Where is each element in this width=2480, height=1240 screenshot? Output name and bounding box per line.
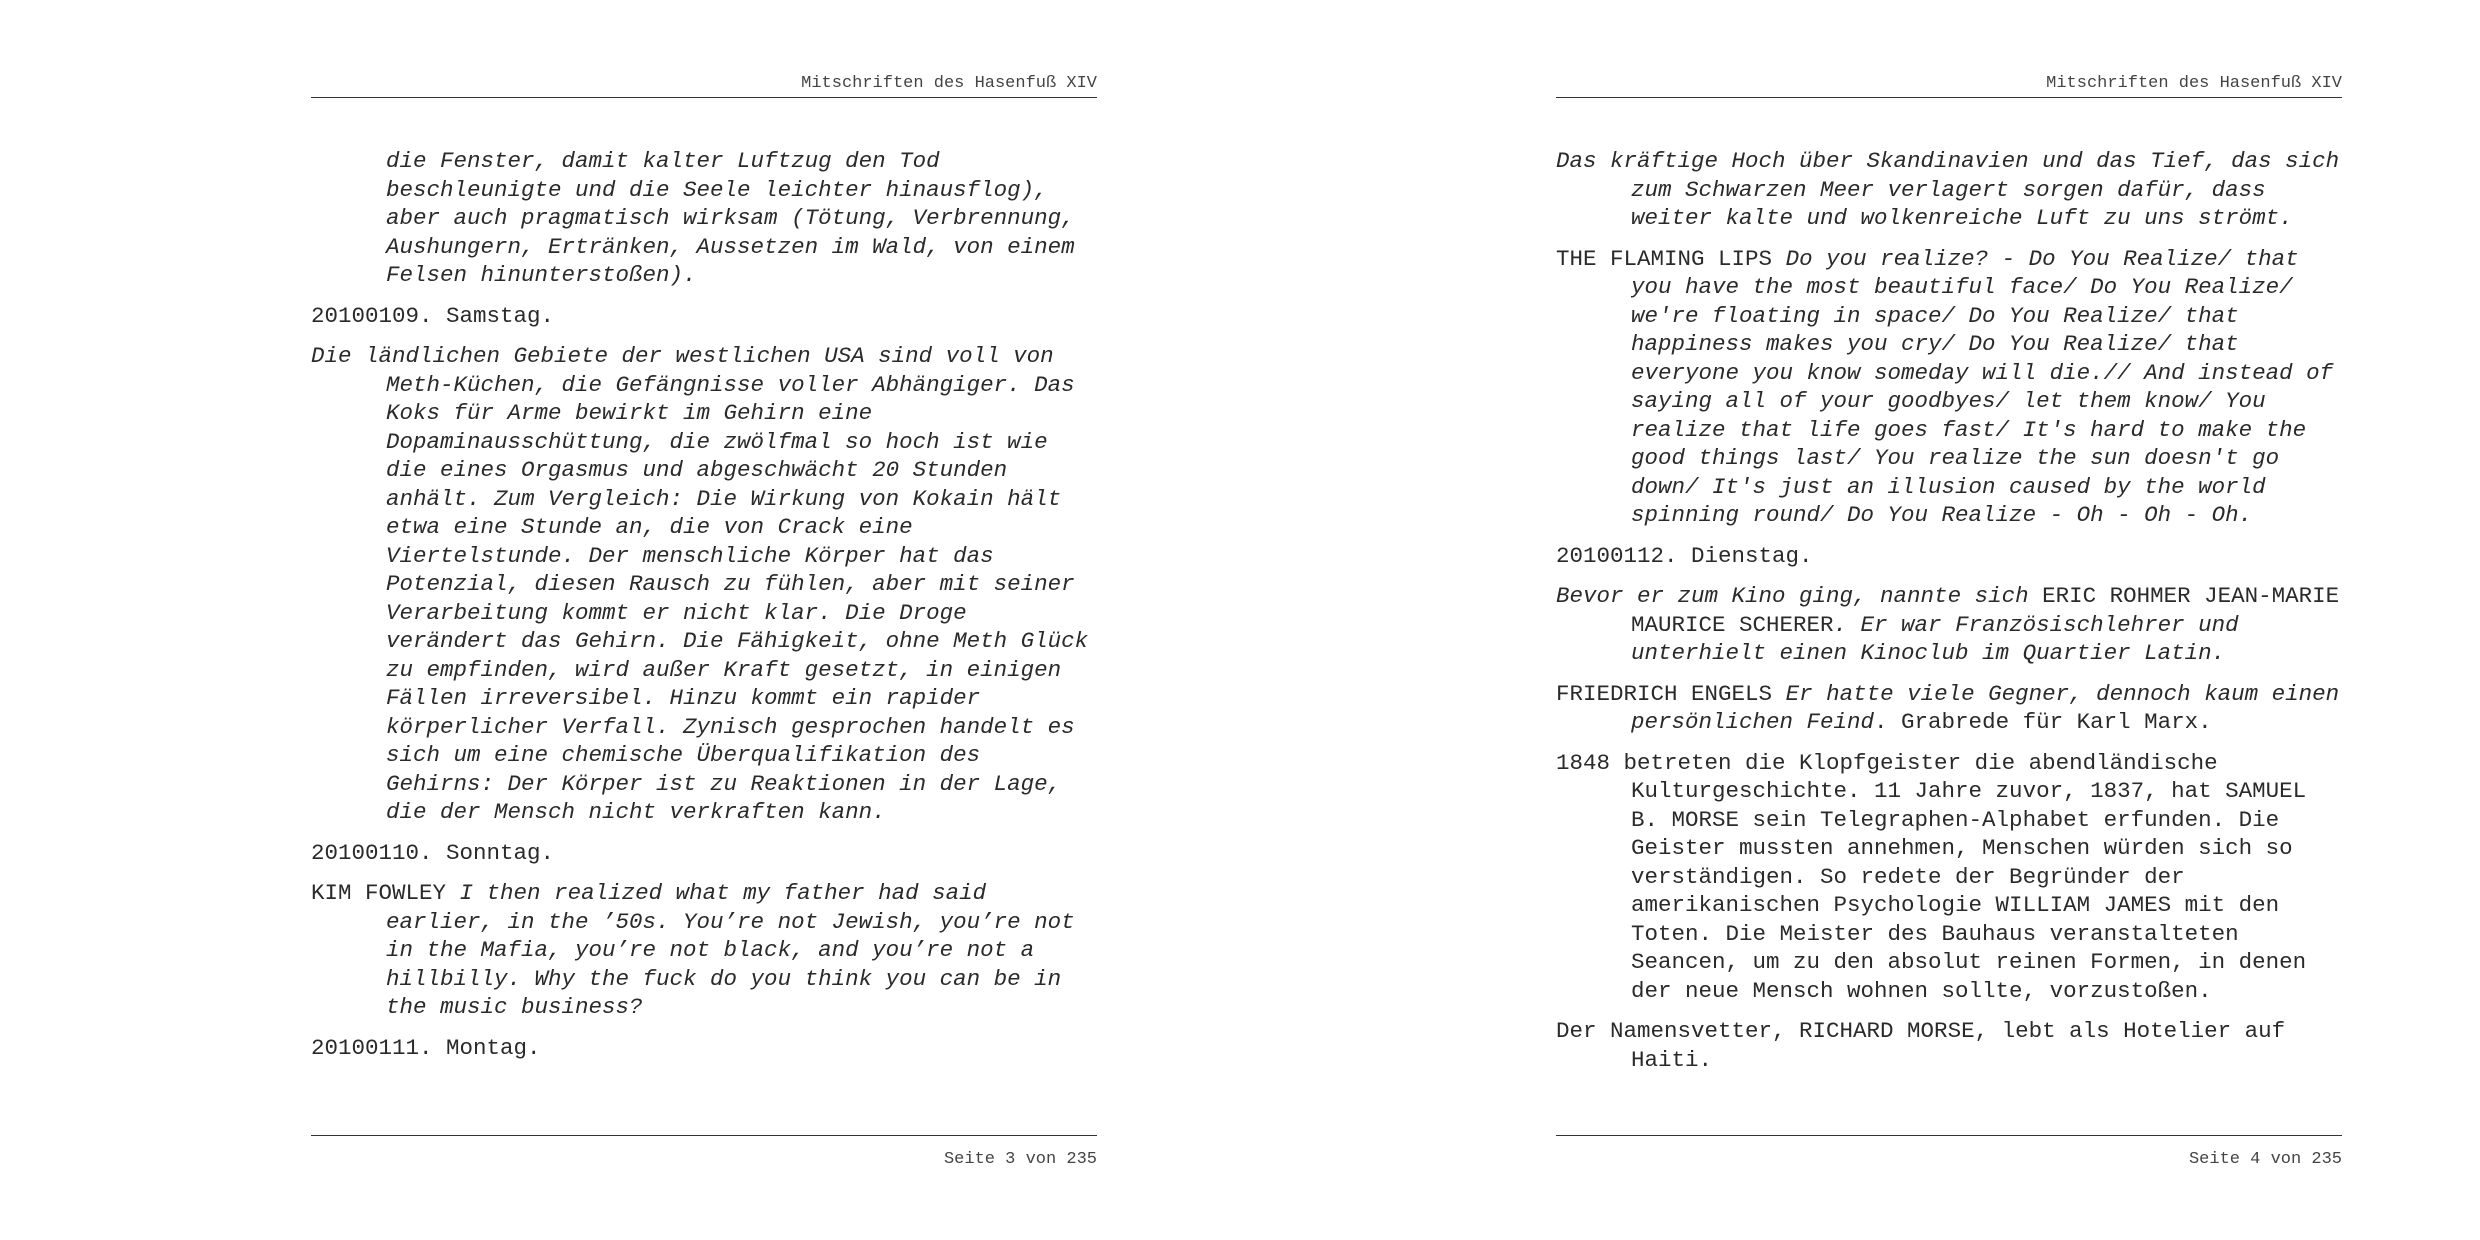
quote-entry [1556, 680, 2342, 737]
paragraph-rohmer [1556, 582, 2342, 668]
quote-entry [1556, 245, 2342, 530]
paragraph-morse: Der Namensvetter, RICHARD MORSE, lebt als Hotelier auf Haiti. [1556, 1018, 2286, 1073]
paragraph-meth: Die ländlichen Gebiete der westlichen USA sind voll von Meth-Küchen, die Gefängnisse voller Abhängiger. Das Koks für Arme bewirkt im Gehirn eine Dopaminausschüttung, die zwölfmal so hoch ist wie die eines Orgasmus und abgeschwächt 20 Stunden anhält. Zum Vergleich: Die Wirkung von Kokain hält etwa eine Stunde an, die von Crack eine Viertelstunde. Der menschliche Körper hat das Potenzial, diesen Rausch zu fühlen, aber mit seiner Verarbeitung kommt er nicht klar. Die Droge verändert das Gehirn. Die Fähigkeit, ohne Meth Glück zu empfinden, wird außer Kraft gesetzt, in einigen Fällen irreversibel. Hinzu kommt ein rapider körperlicher Verfall. Zynisch gesprochen handelt es sich um eine chemische Überqualifikation des Gehirns: Der Körper ist zu Reaktionen in der Lage, die der Mensch nicht verkraften kann. [311, 343, 1089, 825]
page-number: Seite 3 von 235 [943, 1150, 1097, 1169]
quote-text: I then realized what my father had said earlier, in the ’50s. You’re not Jewish, you’re not in the Mafia, you’re not black, and you’re not a hillbilly. Why the fuck do you think you can be in the music business? [386, 880, 1075, 1020]
quote-source: . Grabrede für Karl Marx. [1874, 709, 2212, 735]
running-header: Mitschriften des Hasenfuß XIV [2046, 74, 2342, 93]
page-number: Seite 4 von 235 [2188, 1150, 2342, 1169]
rohmer-text-a: Bevor er zum Kino ging, nannte sich [1556, 583, 2029, 609]
footer-rule [311, 1135, 1097, 1136]
date-entry: 20100110. Sonntag. [311, 839, 555, 866]
quote-author: THE FLAMING LIPS [1556, 245, 1773, 272]
running-header: Mitschriften des Hasenfuß XIV [801, 74, 1097, 93]
header-rule [311, 97, 1097, 98]
header-rule [1556, 97, 2342, 98]
quote-text: Do you realize? - Do You Realize/ that you have the most beautiful face/ Do You Realize/ we're floating in space/ Do You Realize/ that happiness makes you cry/ Do You Realize/ that everyone you know someday will die.// And instead of saying all of your goodbyes/ let them know/ You realize that life goes fast/ It's hard to make the good things last/ You realize the sun doesn't go down/ It's just an illusion caused by the world spinning round/ Do You Realize - Oh - Oh - Oh. [1631, 245, 2334, 528]
date-entry: 20100112. Dienstag. [1556, 542, 1813, 569]
rohmer-text-b: . Er war Französischlehrer und unterhielt einen Kinoclub im Quartier Latin. [1631, 611, 2239, 666]
quote-entry [311, 879, 1097, 1022]
page-right [1556, 0, 2342, 1240]
rohmer-name: ERIC ROHMER JEAN-MARIE MAURICE SCHERER [1631, 583, 2340, 638]
paragraph-continuation: die Fenster, damit kalter Luftzug den Tod beschleunigte und die Seele leichter hinausflog), aber auch pragmatisch wirksam (Tötung, Verbrennung, Aushungern, Ertränken, Aussetzen im Wald, von einem Felsen hinunterstoßen). [386, 148, 1075, 288]
footer-rule [1556, 1135, 2342, 1136]
paragraph-klopfgeister: 1848 betreten die Klopfgeister die abendländische Kulturgeschichte. 11 Jahre zuvor, 1837, hat SAMUEL B. MORSE sein Telegraphen-Alphabet erfunden. Die Geister mussten annehmen, Menschen würden sich so verständigen. So redete der Begründer der amerikanischen Psychologie WILLIAM JAMES mit den Toten. Die Meister des Bauhaus veranstalteten Seancen, um zu den absolut reinen Formen, in denen der neue Mensch wohnen sollte, vorzustoßen. [1556, 749, 2307, 1004]
quote-author: KIM FOWLEY [311, 880, 447, 906]
paragraph-weather: Das kräftige Hoch über Skandinavien und das Tief, das sich zum Schwarzen Meer verlagert sorgen dafür, dass weiter kalte und wolkenreiche Luft zu uns strömt. [1556, 148, 2340, 231]
date-entry: 20100111. Montag. [311, 1034, 541, 1061]
page-body [1556, 147, 2342, 1086]
page-body [311, 147, 1097, 1074]
quote-text: Er hatte viele Gegner, dennoch kaum einen persönlichen Feind [1631, 680, 2340, 735]
quote-author: FRIEDRICH ENGELS [1556, 680, 1773, 707]
page-left [311, 0, 1097, 1240]
date-entry: 20100109. Samstag. [311, 302, 555, 329]
